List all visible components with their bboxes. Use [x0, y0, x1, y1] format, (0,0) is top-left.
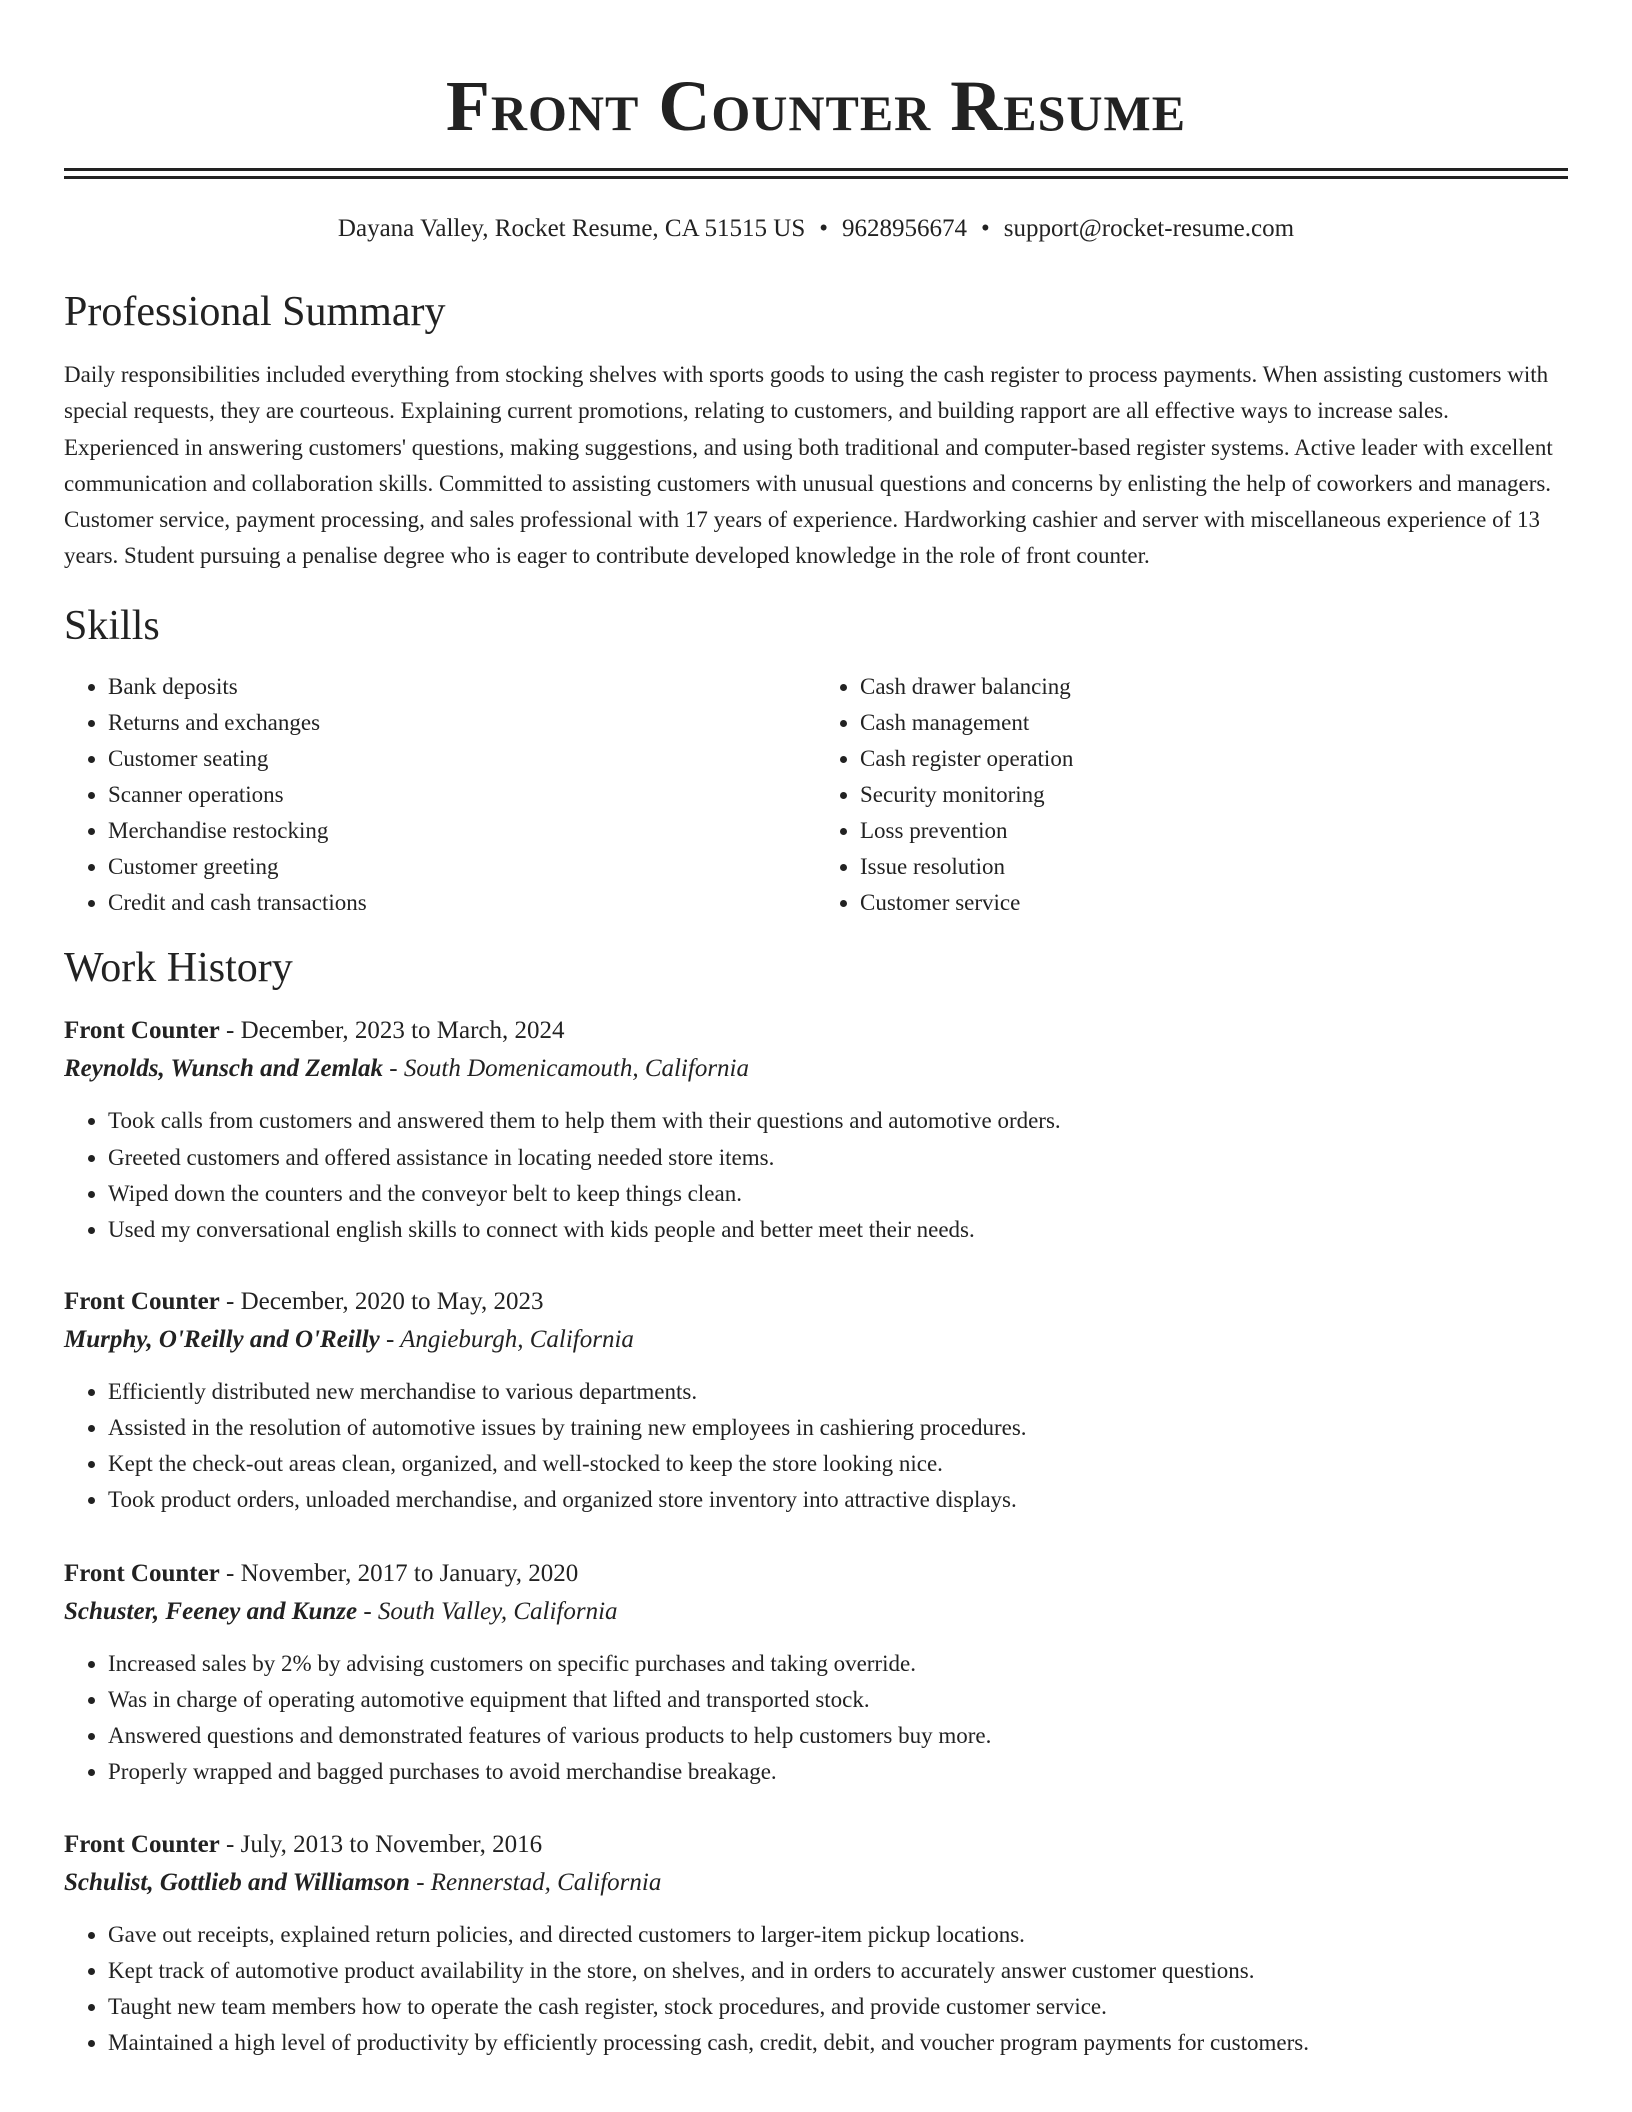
job-dates: - November, 2017 to January, 2020: [219, 1560, 579, 1588]
job-role: Front Counter: [64, 1560, 220, 1588]
skill-item: • Bank deposits: [108, 669, 816, 705]
job-bullet: • Properly wrapped and bagged purchases to avoid merchandise breakage.: [108, 1754, 1568, 1790]
job-bullet: • Answered questions and demonstrated features of various products to help customers buy more.: [108, 1718, 1568, 1754]
resume-page: [64, 0, 1568, 2061]
summary-heading: Professional Summary: [64, 289, 446, 335]
job-location: - Rennerstad, California: [409, 1868, 662, 1896]
job-title-line: [64, 1827, 1568, 1863]
job-location: - Angieburgh, California: [379, 1325, 634, 1353]
contact-separator: •: [819, 215, 828, 242]
job-bullet: • Assisted in the resolution of automotive issues by training new employees in cashiering procedures.: [108, 1410, 1568, 1446]
skill-item: • Customer seating: [108, 741, 816, 777]
summary-text: Daily responsibilities included everything from stocking shelves with sports goods to using the cash register to process payments. When assisting customers with special requests, they are courteous. Explaining current promotions, relating to customers, and building rapport are all effective ways to increase sales. Experienced in answering customers' questions, making suggestions, and using both traditional and computer-based register systems. Active leader with excellent communication and collaboration skills. Committed to assisting customers with unusual questions and concerns by enlisting the help of coworkers and managers. Customer service, payment processing, and sales professional with 17 years of experience. Hardworking cashier and server with miscellaneous experience of 13 years. Student pursuing a penalise degree who is eager to contribute developed knowledge in the role of front counter.: [64, 362, 1553, 569]
job-company: Reynolds, Wunsch and Zemlak: [64, 1055, 384, 1083]
job-entry: [64, 1013, 1568, 1247]
skill-item: • Cash register operation: [860, 741, 1568, 777]
job-bullet: • Taught new team members how to operate the cash register, stock procedures, and provide customer service.: [108, 1989, 1568, 2025]
job-bullet: • Used my conversational english skills to connect with kids people and better meet their needs.: [108, 1212, 1568, 1248]
skill-item: • Issue resolution: [860, 849, 1568, 885]
job-bullet: • Wiped down the counters and the conveyor belt to keep things clean.: [108, 1176, 1568, 1212]
job-employer-line: [64, 1320, 1568, 1360]
job-role: Front Counter: [64, 1830, 220, 1858]
job-dates: - December, 2023 to March, 2024: [219, 1017, 565, 1045]
job-dates: - July, 2013 to November, 2016: [219, 1830, 543, 1858]
contact-phone: 9628956674: [842, 215, 967, 242]
job-company: Schulist, Gottlieb and Williamson: [64, 1868, 410, 1896]
skill-item: • Customer service: [860, 885, 1568, 921]
job-bullet: • Was in charge of operating automotive equipment that lifted and transported stock.: [108, 1682, 1568, 1718]
job-bullet: • Greeted customers and offered assistance in locating needed store items.: [108, 1140, 1568, 1176]
job-bullet: • Took product orders, unloaded merchandise, and organized store inventory into attractive displays.: [108, 1482, 1568, 1518]
job-bullet: • Kept track of automotive product availability in the store, on shelves, and in orders to accurately answer customer questions.: [108, 1953, 1568, 1989]
job-title-line: [64, 1284, 1568, 1320]
title-rule-bottom: [64, 176, 1568, 179]
job-location: - South Valley, California: [357, 1598, 618, 1626]
job-bullet: • Increased sales by 2% by advising customers on specific purchases and taking override.: [108, 1646, 1568, 1682]
skills-list: [64, 669, 1568, 922]
skill-item: • Security monitoring: [860, 777, 1568, 813]
job-bullet: • Maintained a high level of productivity by efficiently processing cash, credit, debit, and voucher program payments for customers.: [108, 2025, 1568, 2061]
contact-separator: •: [981, 215, 990, 242]
job-bullets: [64, 1646, 1568, 1790]
job-bullet: • Kept the check-out areas clean, organized, and well-stocked to keep the store looking nice.: [108, 1446, 1568, 1482]
skill-item: • Merchandise restocking: [108, 813, 816, 849]
contact-address: Dayana Valley, Rocket Resume, CA 51515 US: [337, 215, 806, 242]
skills-column-right: [816, 669, 1568, 922]
title-rule-top: [64, 168, 1568, 171]
job-bullet: • Efficiently distributed new merchandise to various departments.: [108, 1374, 1568, 1410]
skill-item: • Scanner operations: [108, 777, 816, 813]
skill-item: • Credit and cash transactions: [108, 885, 816, 921]
work-history-heading: Work History: [64, 945, 293, 992]
job-bullet: • Took calls from customers and answered them to help them with their questions and automotive orders.: [108, 1103, 1568, 1139]
contact-email: support@rocket-resume.com: [1003, 215, 1295, 242]
job-entry: [64, 1284, 1568, 1518]
skill-item: • Cash management: [860, 705, 1568, 741]
job-company: Schuster, Feeney and Kunze: [64, 1598, 358, 1626]
job-title-line: [64, 1013, 1568, 1049]
job-bullets: [64, 1103, 1568, 1247]
job-bullet: • Gave out receipts, explained return policies, and directed customers to larger-item pickup locations.: [108, 1917, 1568, 1953]
skills-heading: Skills: [64, 602, 160, 649]
job-bullets: [64, 1374, 1568, 1518]
skill-item: • Returns and exchanges: [108, 705, 816, 741]
skill-item: • Cash drawer balancing: [860, 669, 1568, 705]
contact-line: [64, 213, 1568, 245]
job-entry: [64, 1827, 1568, 2061]
skill-item: • Customer greeting: [108, 849, 816, 885]
job-dates: - December, 2020 to May, 2023: [219, 1287, 544, 1315]
job-employer-line: [64, 1592, 1568, 1632]
job-employer-line: [64, 1863, 1568, 1903]
job-role: Front Counter: [64, 1017, 220, 1045]
job-location: - South Domenicamouth, California: [383, 1055, 750, 1083]
resume-title: Front Counter Resume: [445, 66, 1187, 146]
job-role: Front Counter: [64, 1287, 220, 1315]
job-entry: [64, 1556, 1568, 1790]
job-employer-line: [64, 1049, 1568, 1089]
skills-column-left: [64, 669, 816, 922]
job-title-line: [64, 1556, 1568, 1592]
job-bullets: [64, 1917, 1568, 2061]
skill-item: • Loss prevention: [860, 813, 1568, 849]
job-company: Murphy, O'Reilly and O'Reilly: [64, 1325, 380, 1353]
